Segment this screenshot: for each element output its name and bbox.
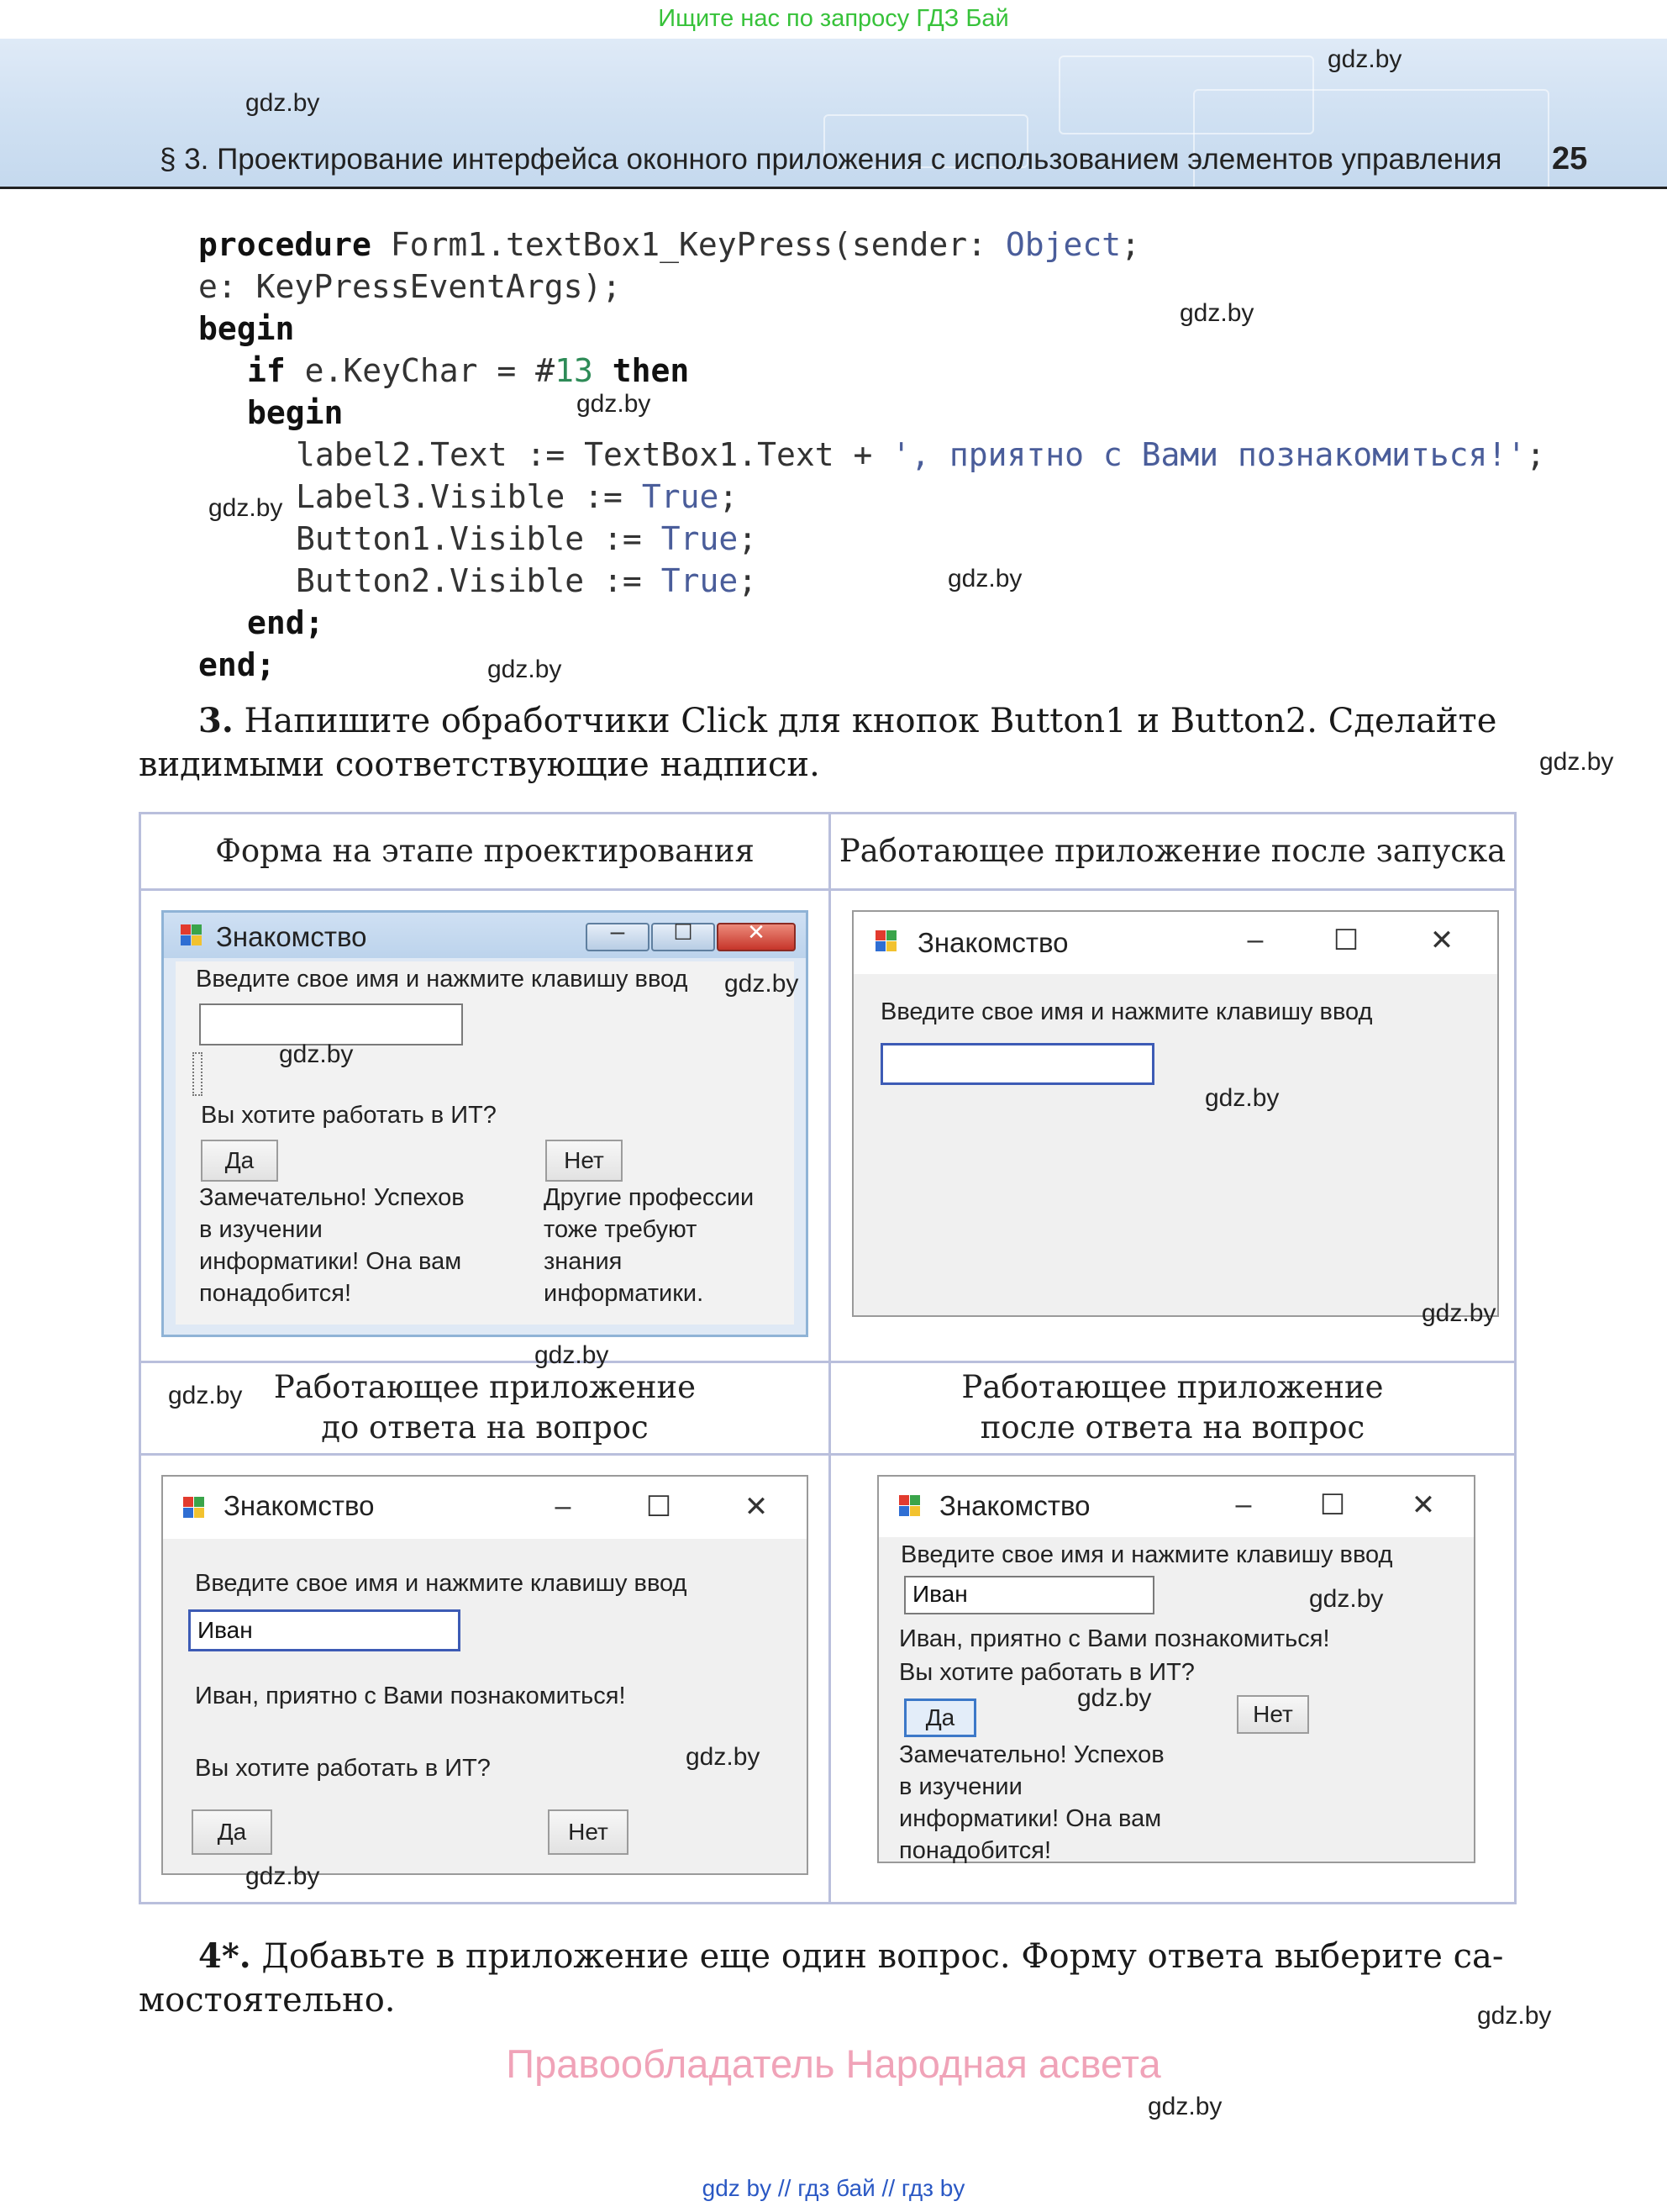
after-answer-window (877, 1475, 1475, 1863)
rights-holder: Правообладатель Народная асвета (506, 2041, 1161, 2086)
code-line: Button2.Visible := True; (296, 562, 758, 599)
no-response-label: Другие профессии тоже требуют знания информатики. (544, 1184, 755, 1307)
code-line (198, 644, 1545, 686)
close-button[interactable]: ✕ (744, 1491, 769, 1523)
name-input[interactable] (199, 1003, 463, 1045)
watermark: gdz.by (724, 970, 799, 998)
task-4-line-1: 4*. Добавьте в приложение еще один вопрос. Форму ответа выберите са- (198, 1936, 1504, 1976)
code-line: Button1.Visible := True; (296, 520, 758, 557)
app-icon (899, 1495, 921, 1517)
string-literal: ', приятно с Вами познакомиться!' (891, 436, 1527, 473)
app-icon (183, 1497, 205, 1519)
title-bar (163, 1477, 807, 1539)
yes-button[interactable]: Да (904, 1698, 976, 1737)
yes-response-label: Замечательно! Успехов в изучении информатики! Она вам понадобится! (899, 1741, 1165, 1864)
task-3-line-1: 3. Напишите обработчики Click для кнопок Button1 и Button2. Сделайте (198, 701, 1497, 740)
yes-button[interactable]: Да (201, 1140, 278, 1182)
watermark: gdz.by (245, 1862, 320, 1890)
minimize-button[interactable]: – (1235, 1488, 1252, 1520)
maximize-button[interactable]: ☐ (1333, 924, 1359, 956)
close-button[interactable]: ✕ (717, 923, 796, 951)
keyword: end; (247, 604, 324, 641)
running-form-window (852, 910, 1499, 1317)
code-line: e: KeyPressEventArgs); (198, 268, 622, 305)
keyword: if (247, 352, 286, 389)
keyword: begin (198, 310, 295, 347)
watermark: gdz.by (245, 89, 320, 117)
watermark: gdz.by (1205, 1084, 1280, 1112)
watermark: gdz.by (534, 1341, 609, 1369)
keyword: procedure (198, 226, 371, 263)
code-line: procedure Form1.textBox1_KeyPress(sender: Object; (198, 226, 1141, 263)
watermark: gdz.by (1477, 2002, 1552, 2030)
code-line: if e.KeyChar = #13 then (247, 352, 690, 389)
close-button[interactable]: ✕ (1411, 1489, 1436, 1521)
prompt-label: Введите свое имя и нажмите клавишу ввод (196, 966, 688, 993)
form-client (176, 961, 794, 1325)
minimize-button[interactable]: – (555, 1490, 571, 1522)
watermark: gdz.by (1077, 1684, 1152, 1712)
type-name: Object (1005, 226, 1122, 263)
minimize-button[interactable]: – (586, 923, 649, 951)
keyword: begin (247, 394, 344, 431)
window-title: Знакомство (939, 1490, 1091, 1521)
greeting-label: Иван, приятно с Вами познакомиться! (195, 1683, 626, 1709)
code-line (198, 308, 1545, 350)
number-literal: 13 (555, 352, 593, 389)
watermark: gdz.by (576, 390, 651, 418)
keyword: then (592, 352, 690, 389)
watermark: gdz.by (1148, 2093, 1223, 2120)
code-line (198, 392, 1545, 434)
task-3-line-2: видимыми соответствующие надписи. (139, 745, 820, 784)
table-header-running: Работающее приложение после запуска (839, 833, 1507, 869)
watermark: gdz.by (208, 494, 283, 522)
title-bar (164, 913, 806, 958)
minimize-button[interactable]: – (1247, 924, 1264, 956)
maximize-button[interactable]: ☐ (651, 923, 715, 951)
watermark: gdz.by (487, 656, 562, 683)
no-button[interactable]: Нет (545, 1140, 623, 1182)
close-button[interactable]: ✕ (1429, 924, 1454, 956)
page-number: 25 (1552, 141, 1588, 176)
maximize-button[interactable]: ☐ (1319, 1489, 1346, 1521)
keyword: end; (198, 646, 276, 683)
title-bar (854, 912, 1497, 974)
design-form-window (161, 910, 808, 1337)
app-icon (876, 930, 897, 952)
question-label: Вы хотите работать в ИТ? (201, 1102, 497, 1129)
code-line (198, 602, 1545, 644)
window-title: Знакомство (918, 927, 1069, 958)
watermark: gdz.by (279, 1040, 354, 1068)
yes-button[interactable]: Да (192, 1809, 272, 1855)
watermark: gdz.by (1180, 299, 1254, 327)
table-header-after-answer: Работающее приложение после ответа на вопрос (961, 1369, 1384, 1446)
question-label: Вы хотите работать в ИТ? (899, 1659, 1195, 1686)
code-listing (198, 224, 1545, 686)
watermark: gdz.by (686, 1743, 760, 1771)
question-label: Вы хотите работать в ИТ? (195, 1755, 491, 1782)
forms-table (139, 812, 1517, 1904)
window-title: Знакомство (216, 921, 367, 952)
task-4-line-2: мостоятельно. (139, 1981, 396, 2020)
no-button[interactable]: Нет (548, 1809, 628, 1855)
label-placeholder (192, 1052, 202, 1096)
table-header-before-answer: Работающее приложение до ответа на вопрос (273, 1369, 697, 1446)
window-title: Знакомство (223, 1490, 375, 1521)
no-button[interactable]: Нет (1237, 1695, 1309, 1734)
name-input[interactable]: Иван (904, 1576, 1154, 1614)
code-line: label2.Text := TextBox1.Text + ', приятно с Вами познакомиться!'; (296, 436, 1546, 473)
search-hint: Ищите нас по запросу ГДЗ Бай (658, 5, 1009, 32)
watermark: gdz.by (1309, 1585, 1384, 1613)
maximize-button[interactable]: ☐ (645, 1491, 672, 1523)
watermark: gdz.by (948, 565, 1023, 592)
prompt-label: Введите свое имя и нажмите клавишу ввод (881, 998, 1373, 1025)
table-header-design: Форма на этапе проектирования (215, 833, 755, 869)
prompt-label: Введите свое имя и нажмите клавишу ввод (195, 1570, 687, 1597)
prompt-label: Введите свое имя и нажмите клавишу ввод (901, 1541, 1393, 1568)
name-input[interactable] (881, 1043, 1154, 1085)
code-line: Label3.Visible := True; (296, 478, 739, 515)
title-bar (879, 1477, 1474, 1537)
watermark: gdz.by (1422, 1299, 1496, 1327)
footer-links[interactable]: gdz by // гдз бай // гдз by (702, 2175, 965, 2201)
watermark: gdz.by (1539, 748, 1614, 776)
name-input[interactable]: Иван (188, 1609, 460, 1651)
yes-response-label: Замечательно! Успехов в изучении информатики! Она вам понадобится! (199, 1184, 465, 1307)
running-title: § 3. Проектирование интерфейса оконного приложения с использованием элементов управления (160, 143, 1502, 176)
header-rule (0, 187, 1667, 189)
watermark: gdz.by (1328, 45, 1402, 73)
watermark: gdz.by (168, 1382, 243, 1409)
app-icon (181, 924, 202, 946)
greeting-label: Иван, приятно с Вами познакомиться! (899, 1625, 1330, 1652)
before-answer-window (161, 1475, 808, 1875)
